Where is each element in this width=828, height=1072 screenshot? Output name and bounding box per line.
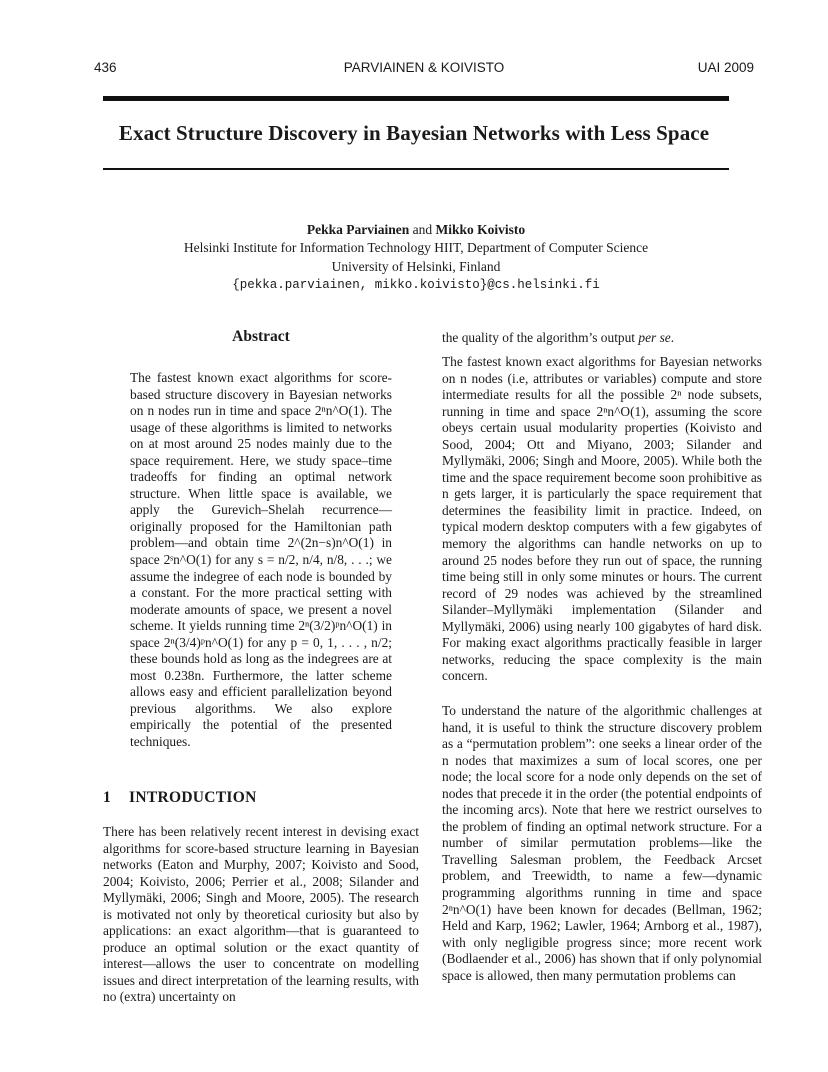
abstract-heading: Abstract (232, 328, 290, 345)
right-paragraph-1-end: . (670, 330, 675, 345)
right-paragraph-3: To understand the nature of the algorithmic challenges at hand, it is useful to think the structure discovery problem as a “permutation problem”: one seeks a linear order of the n nodes that maximizes a sum of local scores, one per node; the local score for a node only depends on the set of nodes that precede it in the order (the potential endpoints of the incoming arcs). Note that here we restrict ourselves to the problem of finding an optimal network structure. For a number of similar permutation problems—like the Travelling Salesman problem, the Feedback Arcset problem, and Treewidth, to name a few—dynamic programming algorithms running in time and space 2ⁿn^O(1) have been known for decades (Bellman, 1962; Held and Karp, 1962; Lawler, 1964; Arnborg et al., 1987), with only negligible progress since; more recent work (Bodlaender et al., 2006) has shown that if only polynomial space is allowed, then many permutation problems can (442, 703, 762, 983)
section-title: INTRODUCTION (129, 789, 257, 806)
paper-title: Exact Structure Discovery in Bayesian Networks with Less Space (118, 121, 710, 145)
title-rule-bottom (103, 168, 729, 170)
affiliation-line-1: Helsinki Institute for Information Technology HIIT, Department of Computer Science (183, 240, 649, 256)
right-paragraph-1-text: the quality of the algorithm’s output (442, 330, 639, 345)
running-authors: PARVIAINEN & KOIVISTO (343, 60, 505, 75)
running-header (94, 60, 754, 80)
affiliation-line-2: University of Helsinki, Finland (331, 258, 501, 274)
title-rule-top (103, 96, 729, 101)
right-paragraph-2: The fastest known exact algorithms for Bayesian networks on n nodes (i.e, attributes or variables) compute and store intermediate results for all the possible 2ⁿ node subsets, running in time and space 2ⁿn^O(1), assuming the score obeys certain usual modularity properties (Koivisto and Sood, 2004; Ott and Miyano, 2003; Silander and Myllymäki, 2006; Singh and Moore, 2005). While both the time and the space requirement become soon prohibitive as n gets larger, it is particularly the space requirement that determines the feasibility limit in practice. Indeed, on typical modern desktop computers with a few gigabytes of memory the algorithms can handle networks on up to around 25 nodes before they run out of space, the running time being still in only some minutes or hours. The current record of 29 nodes was achieved by the streamlined Silander–Myllymäki implementation (Silander and Myllymäki, 2006) using nearly 100 gigabytes of hard disk. For making exact algorithms practically feasible in larger networks, reducing the space complexity is the main concern. (442, 354, 762, 684)
author-block (100, 221, 732, 295)
author-emails: {pekka.parviainen, mikko.koivisto}@cs.helsinki.fi (232, 278, 600, 293)
venue-label: UAI 2009 (697, 60, 754, 75)
section-number: 1 (103, 789, 112, 806)
intro-paragraph-1: There has been relatively recent interest in devising exact algorithms for score-based structure learning in Bayesian networks (Eaton and Murphy, 2007; Koivisto and Sood, 2004; Koivisto, 2006; Perrier et al., 2008; Silander and Myllymäki, 2006; Singh and Moore, 2005). The research is motivated not only by theoretical curiosity but also by applications: an exact algorithm—that is guaranteed to produce an optimal solution or the exact quantity of interest—allows the user to concentrate on modelling issues and direct interpretation of the learning results, with no (extra) uncertainty on (103, 824, 419, 1005)
author-1: Pekka Parviainen (306, 222, 410, 237)
section-heading-introduction (103, 789, 419, 807)
page-number: 436 (94, 60, 117, 75)
right-paragraph-1-italic: per se (638, 330, 671, 345)
author-conjunction: and (412, 222, 433, 237)
right-paragraph-1 (442, 330, 762, 347)
abstract-text: The fastest known exact algorithms for score-based structure discovery in Bayesian networks on n nodes run in time and space 2ⁿn^O(1). The usage of these algorithms is limited to networks on at most around 25 nodes mainly due to the space requirement. Here, we study space–time tradeoffs for finding an optimal network structure. When little space is available, we apply the Gurevich–Shelah recurrence—originally proposed for the Hamiltonian path problem—and obtain time 2^(2n−s)n^O(1) in space 2ˢn^O(1) for any s = n/2, n/4, n/8, . . .; we assume the indegree of each node is bounded by a constant. For the more practical setting with moderate amounts of space, we present a novel scheme. It yields running time 2ⁿ(3/2)ᵖn^O(1) in space 2ⁿ(3/4)ᵖn^O(1) for any p = 0, 1, . . . , n/2; these bounds hold as long as the indegrees are at most 0.238n. Furthermore, the latter scheme allows easy and efficient parallelization beyond previous algorithms. We also explore empirically the potential of the presented techniques. (130, 370, 392, 750)
author-2: Mikko Koivisto (435, 222, 526, 237)
author-names (100, 221, 732, 239)
